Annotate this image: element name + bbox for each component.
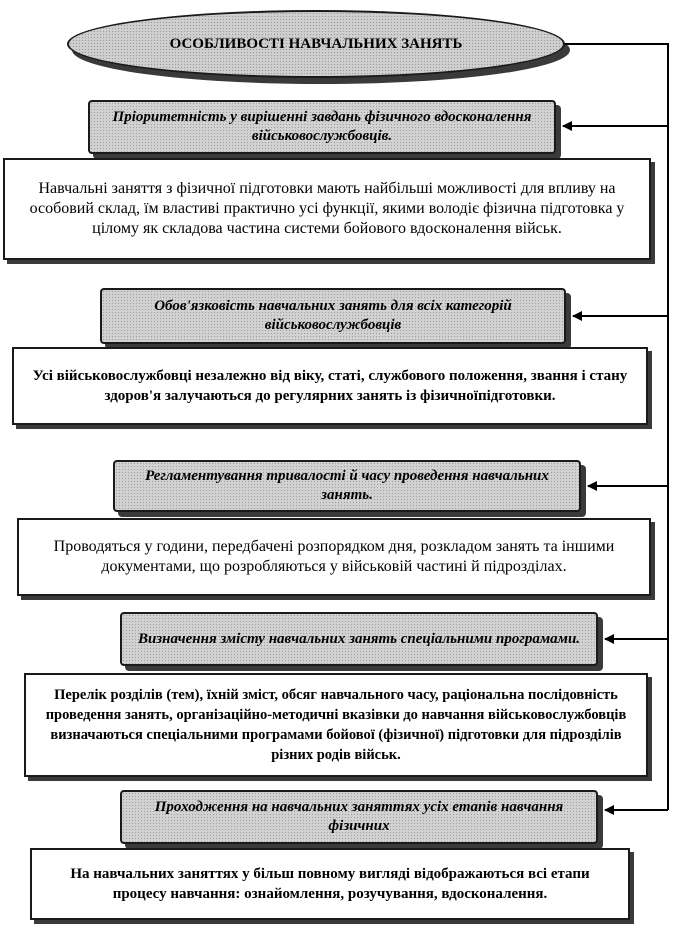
description-text-5: На навчальних заняттях у більш повному вигляді відображаються всі етапи процесу навчання: ознайомлення, розучування, вдосконалення. (70, 866, 590, 902)
heading-text-4: Визначення змісту навчальних занять спеціальними програмами. (137, 630, 581, 647)
description-text-3: Проводяться у години, передбачені розпорядком дня, розкладом занять та іншими документами, що розробляються у військовій частині й підрозділах. (53, 538, 615, 575)
description-text-4: Перелік розділів (тем), їхній зміст, обсяг навчального часу, раціональна послідовність проведення занять, організаційно-методичні вказівки до навчання військовослужбовців визначаються спеціальними програмами бойової (фізичної) підготовки для підрозділів різних родів військ. (45, 687, 627, 763)
diagram-title: ОСОБЛИВОСТІ НАВЧАЛЬНИХ ЗАНЯТЬ (169, 36, 463, 52)
connector-from-title (565, 44, 668, 810)
heading-text-1: Пріоритетність у вирішенні завдань фізичного вдосконалення військовослужбовців. (112, 109, 532, 144)
heading-text-3: Регламентування тривалості й часу проведення навчальних занять. (145, 468, 549, 503)
heading-text-5: Проходження на навчальних заняттях усіх етапів навчання фізичних (154, 799, 564, 834)
description-text-1: Навчальні заняття з фізичної підготовки мають найбільші можливості для впливу на особовий склад, їм властиві практично усі функції, якими володіє фізична підготовка у цілому як складова частина системи бойового вдосконалення військ. (29, 180, 625, 237)
heading-text-2: Обов'язковість навчальних занять для всіх категорій військовослужбовців (154, 298, 512, 333)
description-text-2: Усі військовослужбовці незалежно від віку, статі, службового положення, звання і стану здоров'я залучаються до регулярних занять із фізичноїпідготовки. (32, 368, 628, 404)
